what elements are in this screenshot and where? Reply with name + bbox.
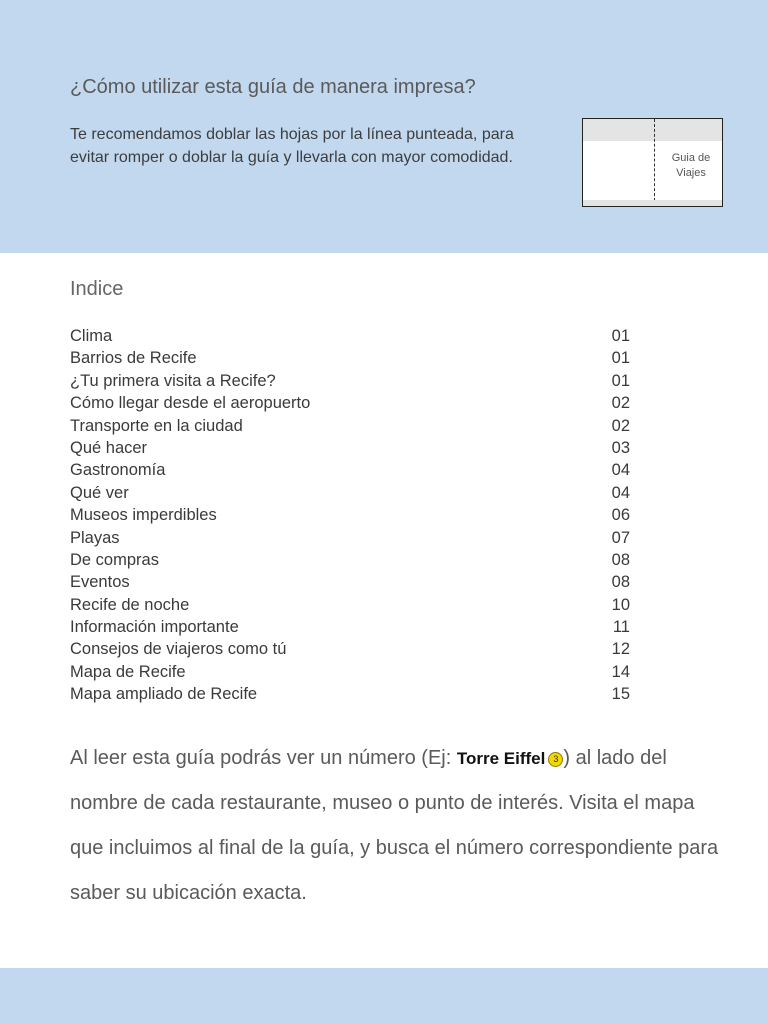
toc-item[interactable] — [70, 638, 630, 660]
toc-label: Cómo llegar desde el aeropuerto — [70, 394, 311, 413]
toc-page-number: 01 — [611, 349, 630, 368]
toc-label: ¿Tu primera visita a Recife? — [70, 371, 276, 390]
toc-item[interactable] — [70, 325, 630, 347]
toc-page-number: 14 — [611, 662, 630, 681]
explanation-text-end: ) al lado del nombre de cada restaurante, museo o punto de interés. Visita el mapa que incluimos al final de la guía, y busca el número correspondiente para saber su ubicación exacta. — [70, 747, 719, 904]
toc-item[interactable] — [70, 347, 630, 369]
toc-item[interactable] — [70, 459, 630, 481]
toc-item[interactable] — [70, 392, 630, 414]
header-band — [0, 0, 768, 253]
toc-item[interactable] — [70, 482, 630, 504]
toc-item[interactable] — [70, 571, 630, 593]
intro-text: Te recomendamos doblar las hojas por la línea punteada, para evitar romper o doblar la guía y llevarla con mayor comodidad. — [70, 126, 514, 166]
toc-label: Transporte en la ciudad — [70, 416, 243, 435]
toc-item[interactable] — [70, 527, 630, 549]
fold-diagram-top-strip — [583, 119, 722, 141]
toc-page-number: 03 — [611, 438, 630, 457]
toc-item[interactable] — [70, 549, 630, 571]
toc-page-number: 07 — [611, 528, 630, 547]
toc-page-number: 10 — [611, 595, 630, 614]
toc-item[interactable] — [70, 370, 630, 392]
toc-label: Qué hacer — [70, 438, 148, 457]
toc-item[interactable] — [70, 504, 630, 526]
fold-label-line1: Guia de — [671, 152, 711, 164]
toc-label: Barrios de Recife — [70, 349, 197, 368]
fold-dashed-line — [654, 119, 655, 206]
toc-label: Mapa de Recife — [70, 662, 186, 681]
toc-label: Mapa ampliado de Recife — [70, 685, 258, 704]
toc-page-number: 11 — [612, 618, 630, 637]
toc-page-number: 15 — [611, 685, 630, 704]
fold-diagram-label — [661, 151, 721, 181]
toc-label: Qué ver — [70, 483, 129, 502]
footer-band — [0, 968, 768, 1024]
toc-page-number: 02 — [611, 394, 630, 413]
map-explanation — [70, 736, 730, 916]
toc-label: Playas — [70, 528, 120, 547]
toc-item[interactable] — [70, 661, 630, 683]
explanation-text-start: Al leer esta guía podrás ver un número (Ej: — [70, 747, 457, 769]
toc-label: Consejos de viajeros como tú — [70, 640, 287, 659]
page-title: ¿Cómo utilizar esta guía de manera impresa? — [70, 76, 476, 98]
toc-label: Clima — [70, 327, 113, 345]
table-of-contents — [70, 325, 630, 706]
example-place-name: Torre Eiffel — [456, 749, 546, 768]
toc-page-number: 08 — [611, 573, 630, 592]
map-number-marker-icon: 3 — [548, 752, 563, 767]
fold-diagram-bottom-strip — [583, 200, 722, 206]
toc-label: Eventos — [70, 573, 130, 592]
toc-item[interactable] — [70, 594, 630, 616]
toc-page-number: 06 — [611, 506, 630, 525]
toc-page-number: 08 — [611, 550, 630, 569]
toc-label: Gastronomía — [70, 461, 166, 480]
toc-item[interactable] — [70, 616, 630, 638]
toc-page-number: 01 — [611, 327, 630, 345]
toc-label: Recife de noche — [70, 595, 190, 614]
toc-page-number: 04 — [611, 483, 630, 502]
fold-diagram — [582, 118, 723, 207]
toc-page-number: 04 — [611, 461, 630, 480]
toc-page-number: 12 — [611, 640, 630, 659]
fold-label-line2: Viajes — [676, 167, 706, 179]
index-title: Indice — [70, 278, 124, 300]
toc-item[interactable] — [70, 415, 630, 437]
toc-label: Información importante — [70, 618, 239, 637]
toc-label: Museos imperdibles — [70, 506, 217, 525]
toc-page-number: 01 — [611, 371, 630, 390]
toc-item[interactable] — [70, 437, 630, 459]
toc-page-number: 02 — [611, 416, 630, 435]
toc-item[interactable] — [70, 683, 630, 705]
toc-label: De compras — [70, 550, 159, 569]
